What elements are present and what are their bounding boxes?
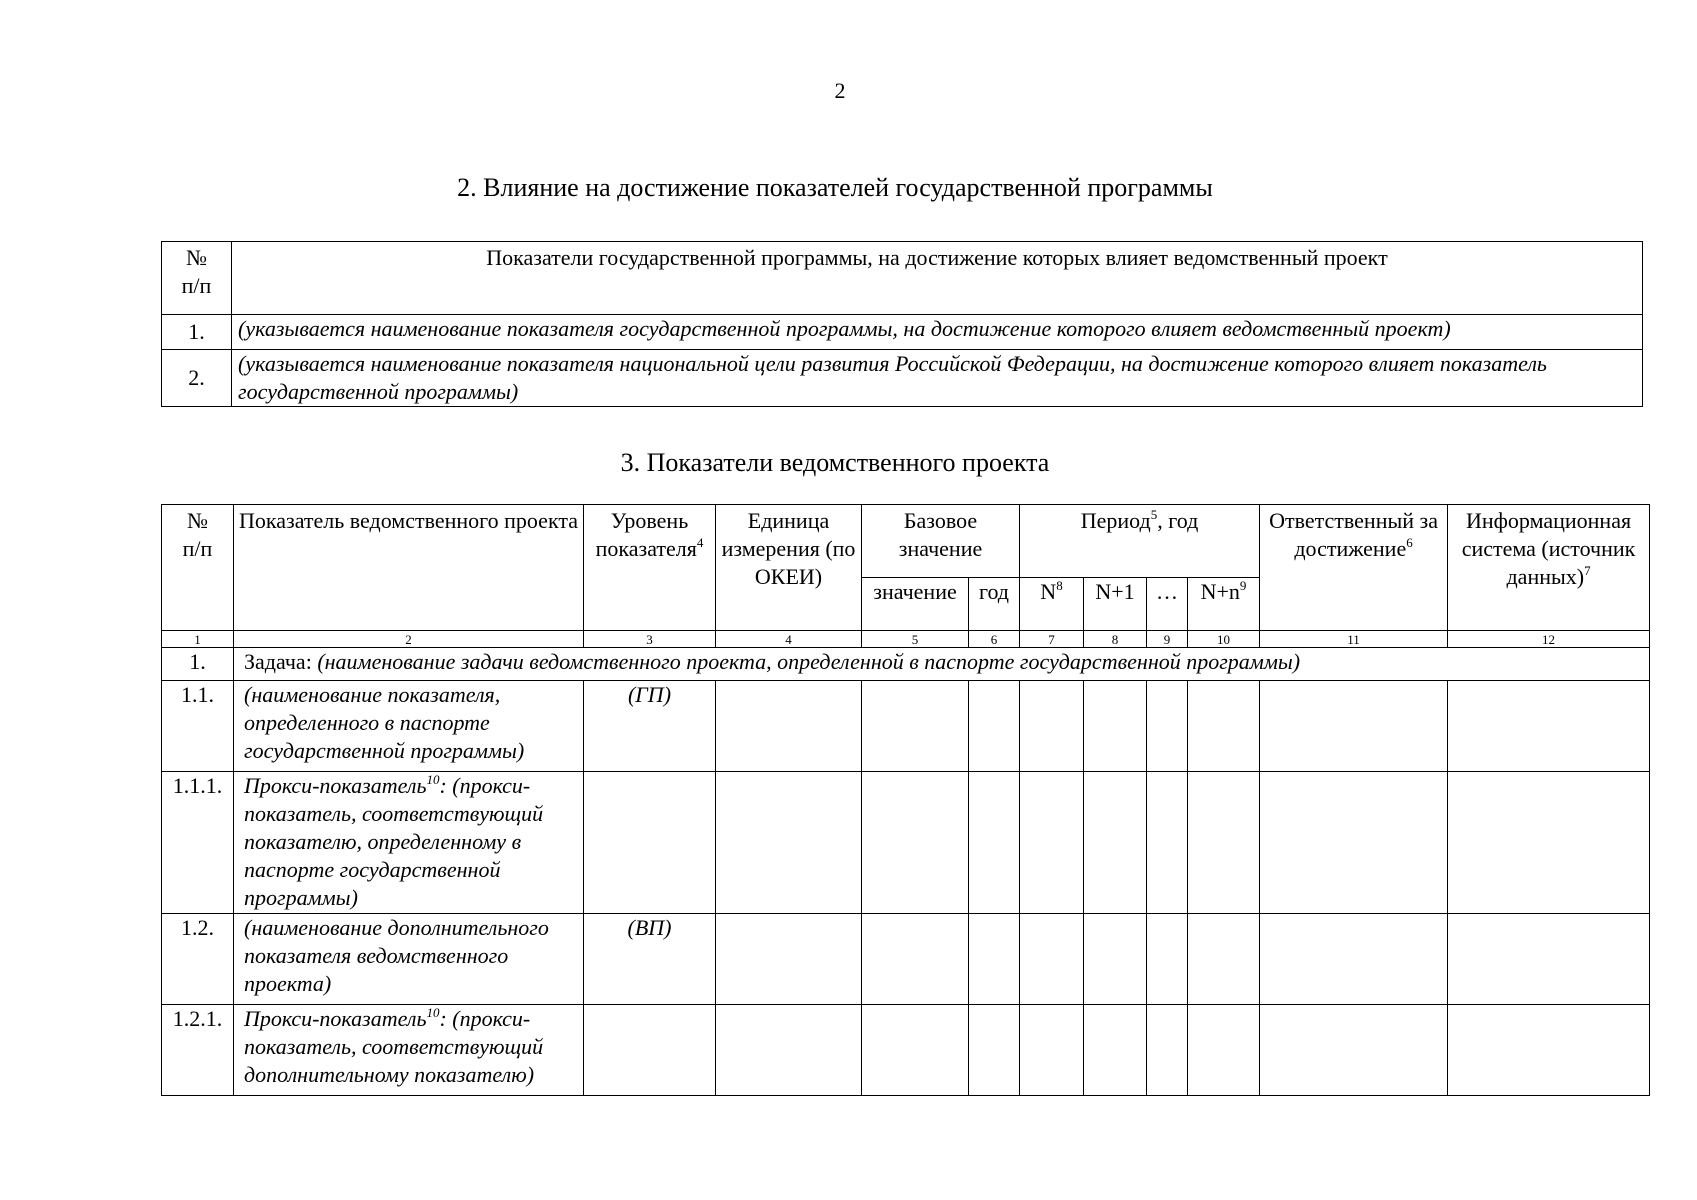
header-num: № п/п — [162, 242, 232, 315]
header-num: № п/п — [162, 505, 234, 631]
row-number: 1.1. — [162, 681, 234, 772]
column-number: 9 — [1147, 631, 1188, 648]
row-number: 1.2. — [162, 914, 234, 1005]
indicator-name: Прокси-показатель$^{10}$: (прокси-показатель, соответствующий показателю, определенному в паспорте государственной программы) — [234, 772, 584, 914]
indicator-level: (ГП) — [584, 681, 716, 772]
header-period-n1: N+1 — [1084, 578, 1147, 631]
indicator-name: Прокси-показатель$^{10}$: (прокси-показатель, соответствующий дополнительному показателю) — [234, 1005, 584, 1096]
column-number: 1 — [162, 631, 234, 648]
column-number: 6 — [969, 631, 1020, 648]
column-number: 5 — [862, 631, 969, 648]
column-number: 11 — [1260, 631, 1448, 648]
header-period-n: $N^8$ — [1020, 578, 1084, 631]
column-number: 8 — [1084, 631, 1147, 648]
row-number: 2. — [162, 350, 232, 407]
header-information-system: Информационная система (источник данных)$^7$ — [1448, 505, 1650, 631]
indicator-name: (наименование дополнительного показателя ведомственного проекта) — [234, 914, 584, 1005]
indicator-level: (ВП) — [584, 914, 716, 1005]
header-program-indicators: Показатели государственной программы, на достижение которых влияет ведомственный проект — [232, 242, 1643, 315]
table-header-row — [162, 505, 1650, 578]
header-responsible: Ответственный за достижение$^6$ — [1260, 505, 1448, 631]
row-number: 1. — [162, 648, 234, 681]
row-number: 1.1.1. — [162, 772, 234, 914]
column-number: 2 — [234, 631, 584, 648]
program-indicators-table — [161, 241, 1643, 407]
header-base-value-year: год — [969, 578, 1020, 631]
header-period-nn: $N+n^9$ — [1188, 578, 1260, 631]
task-text: (наименование задачи ведомственного проекта, определенной в паспорте государственной программы) — [317, 649, 1301, 674]
header-base-value-value: значение — [862, 578, 969, 631]
header-period: Период$^5$, год — [1020, 505, 1260, 578]
table-row — [162, 1005, 1650, 1096]
column-number: 10 — [1188, 631, 1260, 648]
column-number: 7 — [1020, 631, 1084, 648]
column-number: 4 — [716, 631, 862, 648]
header-unit: Единица измерения (по ОКЕИ) — [716, 505, 862, 631]
column-numbers-row — [162, 631, 1650, 648]
table-row — [162, 914, 1650, 1005]
section-3-title: 3. Показатели ведомственного проекта — [620, 448, 1050, 477]
page-number: 2 — [834, 78, 846, 103]
column-number: 12 — [1448, 631, 1650, 648]
table-header-row — [162, 242, 1643, 315]
table-row — [162, 772, 1650, 914]
section-2-title: 2. Влияние на достижение показателей государственной программы — [457, 173, 1213, 202]
task-label: Задача: — [244, 649, 312, 674]
row-number: 1. — [162, 315, 232, 350]
header-period-dots: … — [1147, 578, 1188, 631]
project-indicators-table — [161, 504, 1650, 1096]
header-base-value: Базовое значение — [862, 505, 1020, 578]
header-level: Уровень показателя$^4$ — [584, 505, 716, 631]
indicator-name: (наименование показателя, определенного в паспорте государственной программы) — [234, 681, 584, 772]
row-text: (указывается наименование показателя национальной цели развития Российской Федерации, на достижение которого влияет показатель государственной программы) — [232, 350, 1643, 407]
column-number: 3 — [584, 631, 716, 648]
table-row — [162, 315, 1643, 350]
row-number: 1.2.1. — [162, 1005, 234, 1096]
task-description — [234, 648, 1650, 681]
row-text: (указывается наименование показателя государственной программы, на достижение которого влияет ведомственный проект) — [232, 315, 1643, 350]
table-row — [162, 681, 1650, 772]
indicator-level — [584, 772, 716, 914]
table-row — [162, 350, 1643, 407]
indicator-level — [584, 1005, 716, 1096]
header-indicator: Показатель ведомственного проекта — [234, 505, 584, 631]
task-row — [162, 648, 1650, 681]
